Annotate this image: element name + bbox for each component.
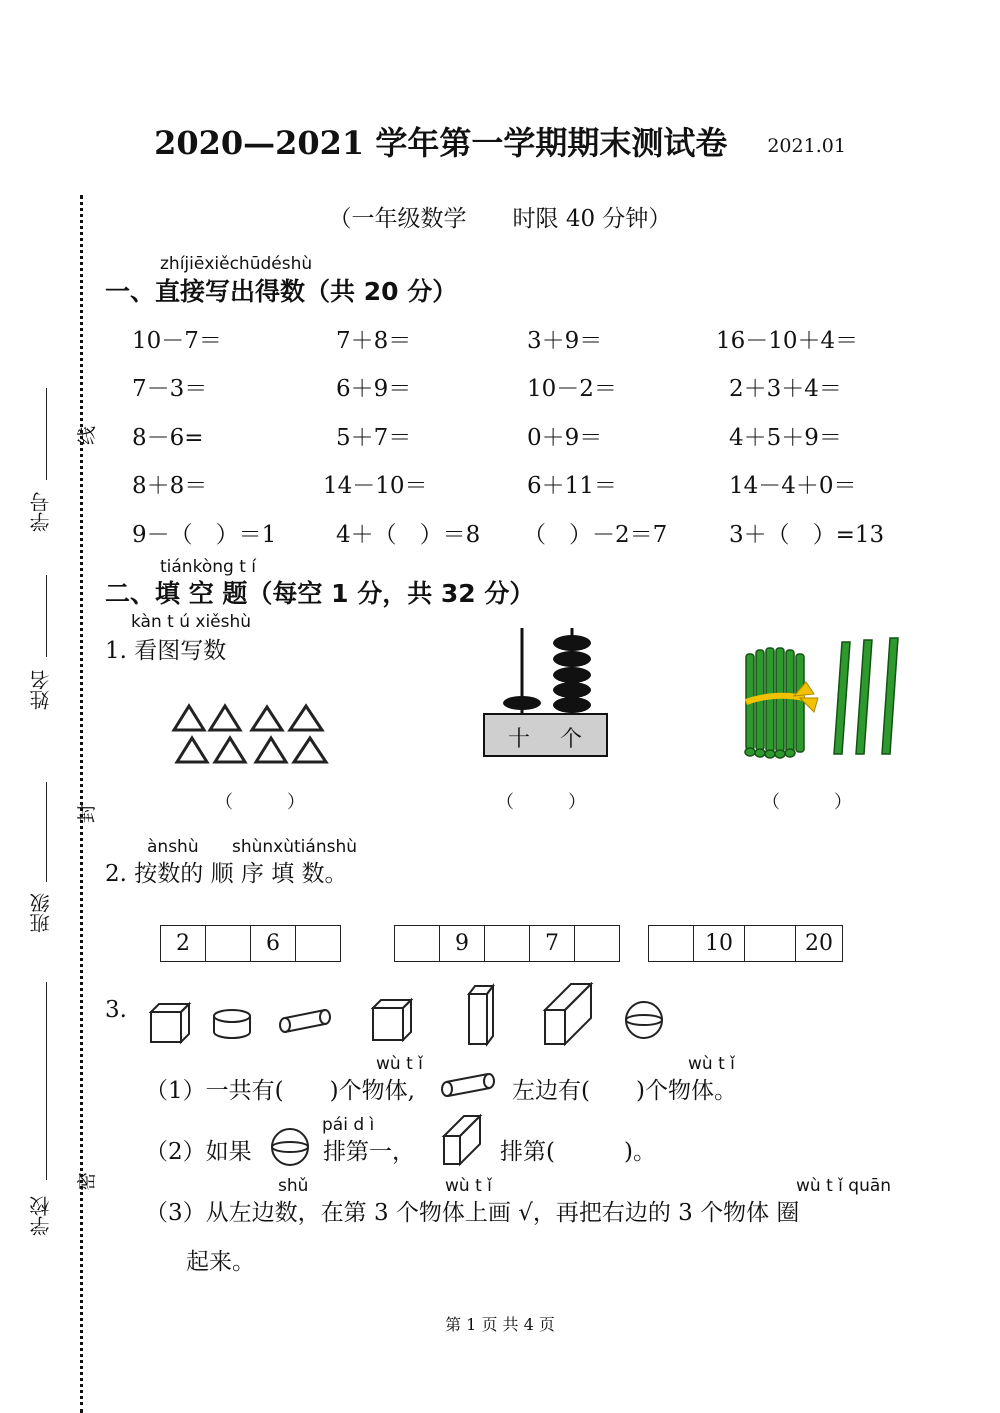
- title-text: 2020—2021 学年第一学期期末测试卷: [154, 124, 728, 162]
- exam-title: [0, 118, 1000, 164]
- q3-2-pinyin: pái d ì: [322, 1115, 375, 1135]
- sequence-cell[interactable]: [395, 926, 440, 961]
- seal-char-seal: 封: [76, 803, 99, 824]
- section1-pinyin: zhíjiēxiěchūdéshù: [160, 254, 313, 274]
- abacus-bead-icon: [553, 635, 591, 651]
- q1-answer-sticks[interactable]: （ ）: [762, 792, 852, 813]
- school-no-line: [46, 388, 47, 480]
- sequence-cell[interactable]: [575, 926, 619, 961]
- q2-pinyin-1: ànshù: [147, 837, 199, 857]
- q2-label: 2. 按数的 顺 序 填 数。: [105, 861, 348, 887]
- name-line: [46, 575, 47, 657]
- abacus-bead-icon: [503, 696, 541, 710]
- sequence-cell: 2: [161, 926, 206, 961]
- sequence-cell[interactable]: [206, 926, 251, 961]
- equation-r1c4: 16－10＋4＝: [716, 328, 859, 354]
- equation-r4c2: 14－10＝: [323, 473, 428, 499]
- sequence-cell: 10: [694, 926, 745, 961]
- equation-r3c4: 4＋5＋9＝: [729, 425, 842, 451]
- q3-3-pinyin-b: wù t ǐ: [445, 1176, 492, 1196]
- triangles-figure: [170, 700, 335, 770]
- q3-label: 3.: [105, 997, 127, 1023]
- equation-r5c3: （ ）－2＝7: [523, 522, 668, 548]
- tall-cuboid-icon: [469, 986, 493, 1044]
- slanted-cuboid-inline-icon: [440, 1112, 484, 1168]
- number-sequence-1: [160, 925, 341, 962]
- q1-answer-abacus[interactable]: （ ）: [496, 792, 586, 813]
- q1-label: 1. 看图写数: [105, 638, 227, 664]
- q1-pinyin: kàn t ú xiěshù: [131, 612, 252, 632]
- equation-r3c1: 8－6=: [132, 425, 204, 451]
- q3-1-text-a: （1）一共有( )个物体,: [145, 1078, 415, 1104]
- school-label: 学校: [29, 1196, 53, 1236]
- exam-subtitle: （一年级数学 时限 40 分钟）: [328, 206, 672, 232]
- equation-r1c2: 7＋8＝: [336, 328, 412, 354]
- equation-r1c1: 10－7＝: [132, 328, 222, 354]
- abacus-figure: [482, 626, 612, 760]
- seal-char-line: 线: [76, 425, 99, 446]
- equation-r3c2: 5＋7＝: [336, 425, 412, 451]
- triangle-icon: [252, 707, 282, 730]
- q3-2-text-c: 排第( )。: [500, 1139, 656, 1165]
- abacus-bead-icon: [553, 697, 591, 713]
- triangle-icon: [210, 706, 240, 730]
- sequence-cell: 9: [440, 926, 485, 961]
- equation-r2c3: 10－2＝: [527, 376, 617, 402]
- class-line: [46, 782, 47, 882]
- triangle-icon: [177, 738, 207, 762]
- cylinder-short-icon: [214, 1010, 250, 1038]
- abacus-tens-label: 十: [508, 727, 531, 752]
- q3-1-text-b: 左边有( )个物体。: [512, 1078, 737, 1104]
- sequence-cell: 7: [530, 926, 575, 961]
- equation-r2c4: 2＋3＋4＝: [729, 376, 842, 402]
- number-sequence-3: [648, 925, 843, 962]
- exam-date: 2021.01: [767, 134, 846, 157]
- equation-r5c2: 4＋（ ）＝8: [336, 522, 481, 548]
- equation-r5c1: 9－（ ）＝1: [132, 522, 277, 548]
- cylinder-lying-icon: [280, 1010, 330, 1032]
- bundle-of-ten-icon: [745, 648, 804, 758]
- slanted-cuboid-icon: [545, 984, 591, 1044]
- sphere-icon: [626, 1002, 662, 1038]
- q3-2-text-b: 排第一，: [323, 1139, 415, 1165]
- sequence-cell[interactable]: [649, 926, 694, 961]
- equation-r2c1: 7－3＝: [132, 376, 208, 402]
- equation-r5c4: 3＋（ ）=13: [729, 522, 885, 548]
- section2-pinyin: tiánkòng t í: [160, 557, 256, 577]
- q3-3-text-line2: 起来。: [186, 1249, 255, 1275]
- cube-icon: [151, 1004, 189, 1042]
- triangle-icon: [174, 706, 204, 730]
- q3-2-text-a: （2）如果: [145, 1139, 252, 1165]
- triangle-icon: [256, 738, 286, 762]
- school-line: [46, 982, 47, 1180]
- abacus-ones-label: 个: [560, 727, 583, 752]
- q1-answer-triangles[interactable]: （ ）: [215, 792, 305, 813]
- equation-r4c4: 14－4＋0＝: [729, 473, 857, 499]
- sequence-cell[interactable]: [745, 926, 796, 961]
- sphere-inline-icon: [268, 1126, 312, 1168]
- q3-1-pinyin-a: wù t ǐ: [376, 1054, 423, 1074]
- sticks-figure: [734, 636, 914, 764]
- page-footer: 第 1 页 共 4 页: [445, 1315, 555, 1334]
- q3-3-pinyin-a: shǔ: [278, 1176, 309, 1196]
- sequence-cell[interactable]: [296, 926, 340, 961]
- equation-r4c1: 8＋8＝: [132, 473, 208, 499]
- name-label: 姓名: [29, 670, 53, 710]
- cylinder-inline-icon: [440, 1068, 498, 1102]
- section2-title: 二、填 空 题（每空 1 分，共 32 分）: [105, 579, 535, 608]
- equation-r3c3: 0＋9＝: [527, 425, 603, 451]
- triangle-icon: [215, 738, 245, 762]
- q3-3-text-line1: （3）从左边数，在第 3 个物体上画 √，再把右边的 3 个物体 圈: [145, 1200, 800, 1226]
- number-sequence-2: [394, 925, 620, 962]
- solid-shapes-row: [145, 980, 675, 1050]
- student-id-label: 学号: [29, 492, 53, 532]
- triangle-icon: [294, 738, 326, 762]
- section1-title: 一、直接写出得数（共 20 分）: [105, 277, 458, 306]
- single-stick-icon: [834, 638, 898, 754]
- triangle-icon: [290, 706, 322, 730]
- q3-3-pinyin-c: wù t ǐ quān: [796, 1176, 892, 1196]
- q2-pinyin-2: shùnxùtiánshù: [232, 837, 358, 857]
- sequence-cell: 20: [805, 931, 833, 956]
- class-label: 班级: [29, 893, 53, 933]
- abacus-bead-icon: [553, 682, 591, 698]
- equation-r4c3: 6＋11＝: [527, 473, 617, 499]
- abacus-bead-icon: [553, 651, 591, 667]
- seal-char-secret: 密: [76, 1171, 99, 1192]
- cube-icon: [373, 1000, 411, 1040]
- sequence-cell[interactable]: [485, 926, 530, 961]
- q3-1-pinyin-b: wù t ǐ: [688, 1054, 735, 1074]
- equation-r2c2: 6＋9＝: [336, 376, 412, 402]
- equation-r1c3: 3＋9＝: [527, 328, 603, 354]
- sequence-cell: 6: [251, 926, 296, 961]
- abacus-bead-icon: [553, 667, 591, 683]
